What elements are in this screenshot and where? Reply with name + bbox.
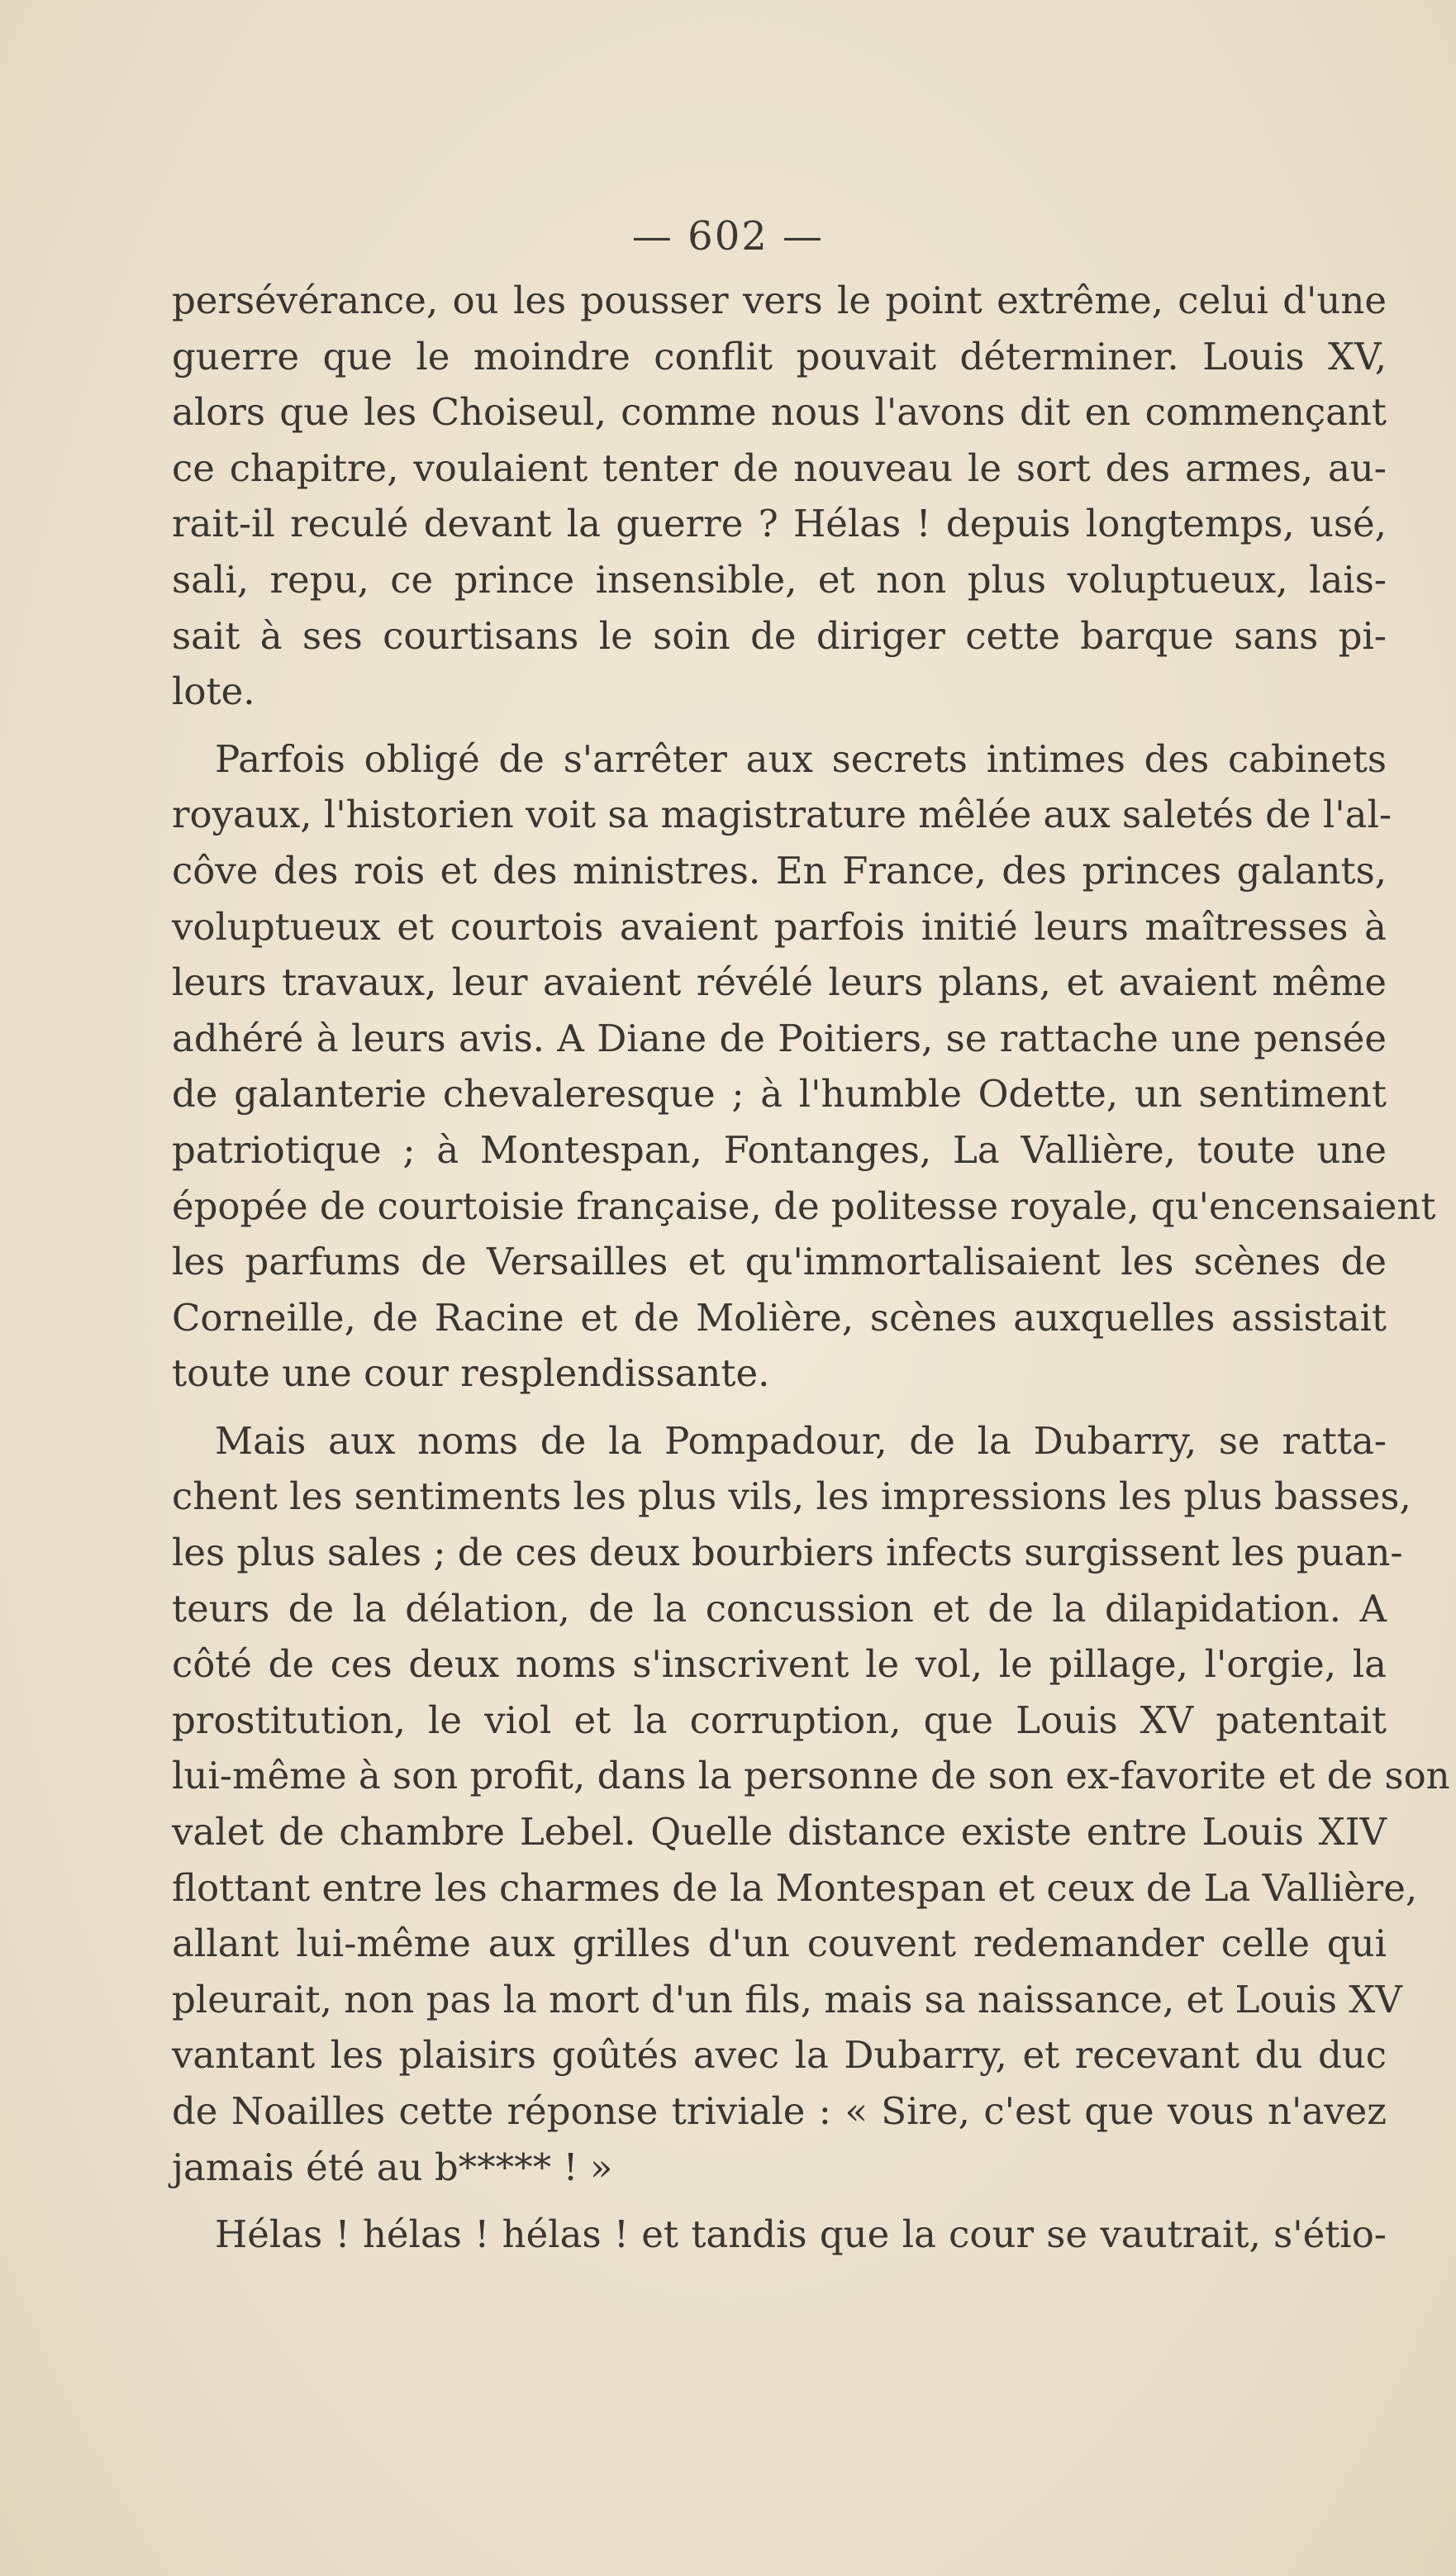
text-line: chent les sentiments les plus vils, les impressions les plus basses,: [172, 1474, 1411, 1519]
text-line: alors que les Choiseul, comme nous l'avons dit en commençant: [172, 390, 1387, 435]
text-line: jamais été au b***** ! »: [172, 2145, 613, 2189]
text-line: toute une cour resplendissante.: [172, 1351, 770, 1396]
text-line: sait à ses courtisans le soin de diriger cette barque sans pi-: [172, 613, 1387, 658]
text-line: Mais aux noms de la Pompadour, de la Dubarry, se ratta-: [215, 1418, 1387, 1463]
text-line: rait-il reculé devant la guerre ? Hélas ! depuis longtemps, usé,: [172, 502, 1387, 546]
text-line: pleurait, non pas la mort d'un fils, mais sa naissance, et Louis XV: [172, 1977, 1402, 2021]
text-line: Parfois obligé de s'arrêter aux secrets intimes des cabinets: [215, 736, 1387, 781]
text-line: allant lui-même aux grilles d'un couvent redemander celle qui: [172, 1921, 1387, 1966]
text-line: Hélas ! hélas ! hélas ! et tandis que la cour se vautrait, s'étio-: [215, 2212, 1387, 2257]
text-line: les plus sales ; de ces deux bourbiers infects surgissent les puan-: [172, 1531, 1403, 1575]
text-line: de galanterie chevaleresque ; à l'humble Odette, un sentiment: [172, 1072, 1387, 1117]
text-line: teurs de la délation, de la concussion et de la dilapidation. A: [172, 1586, 1387, 1631]
text-line: sali, repu, ce prince insensible, et non plus voluptueux, lais-: [172, 557, 1387, 602]
text-line: adhéré à leurs avis. A Diane de Poitiers, se rattache une pensée: [172, 1016, 1387, 1060]
text-line: patriotique ; à Montespan, Fontanges, La Vallière, toute une: [172, 1127, 1387, 1172]
paragraph: [172, 731, 1436, 1402]
paragraph: [172, 1413, 1450, 2195]
text-line: ce chapitre, voulaient tenter de nouveau le sort des armes, au-: [172, 445, 1387, 490]
text-line: guerre que le moindre conflit pouvait déterminer. Louis XV,: [172, 334, 1387, 379]
text-line: lui-même à son profit, dans la personne de son ex-favorite et de son: [172, 1754, 1450, 1798]
text-line: royaux, l'historien voit sa magistrature mêlée aux saletés de l'al-: [172, 793, 1392, 837]
text-line: côté de ces deux noms s'inscrivent le vol, le pillage, l'orgie, la: [172, 1642, 1387, 1687]
text-line: persévérance, ou les pousser vers le point extrême, celui d'une: [172, 279, 1387, 322]
text-line: côve des rois et des ministres. En France, des princes galants,: [172, 848, 1387, 893]
text-line: leurs travaux, leur avaient révélé leurs plans, et avaient même: [172, 960, 1387, 1005]
paragraph: [172, 273, 1387, 720]
text-line: voluptueux et courtois avaient parfois initié leurs maîtresses à: [172, 904, 1387, 949]
text-line: épopée de courtoisie française, de politesse royale, qu'encensaient: [172, 1183, 1436, 1228]
text-line: les parfums de Versailles et qu'immortalisaient les scènes de: [172, 1240, 1387, 1284]
page-number: — 602 —: [631, 213, 825, 260]
text-line: valet de chambre Lebel. Quelle distance existe entre Louis XIV: [172, 1810, 1387, 1855]
text-line: flottant entre les charmes de la Montespan et ceux de La Vallière,: [172, 1865, 1418, 1910]
text-line: de Noailles cette réponse triviale : « Sire, c'est que vous n'avez: [172, 2089, 1387, 2133]
text-line: vantant les plaisirs goûtés avec la Dubarry, et recevant du duc: [172, 2033, 1387, 2078]
text-line: Corneille, de Racine et de Molière, scènes auxquelles assistait: [172, 1295, 1387, 1340]
text-line: prostitution, le viol et la corruption, que Louis XV patentait: [172, 1697, 1387, 1742]
paragraph: [172, 2207, 1387, 2263]
text-line: lote.: [172, 669, 255, 714]
body-text: [172, 273, 1450, 2263]
